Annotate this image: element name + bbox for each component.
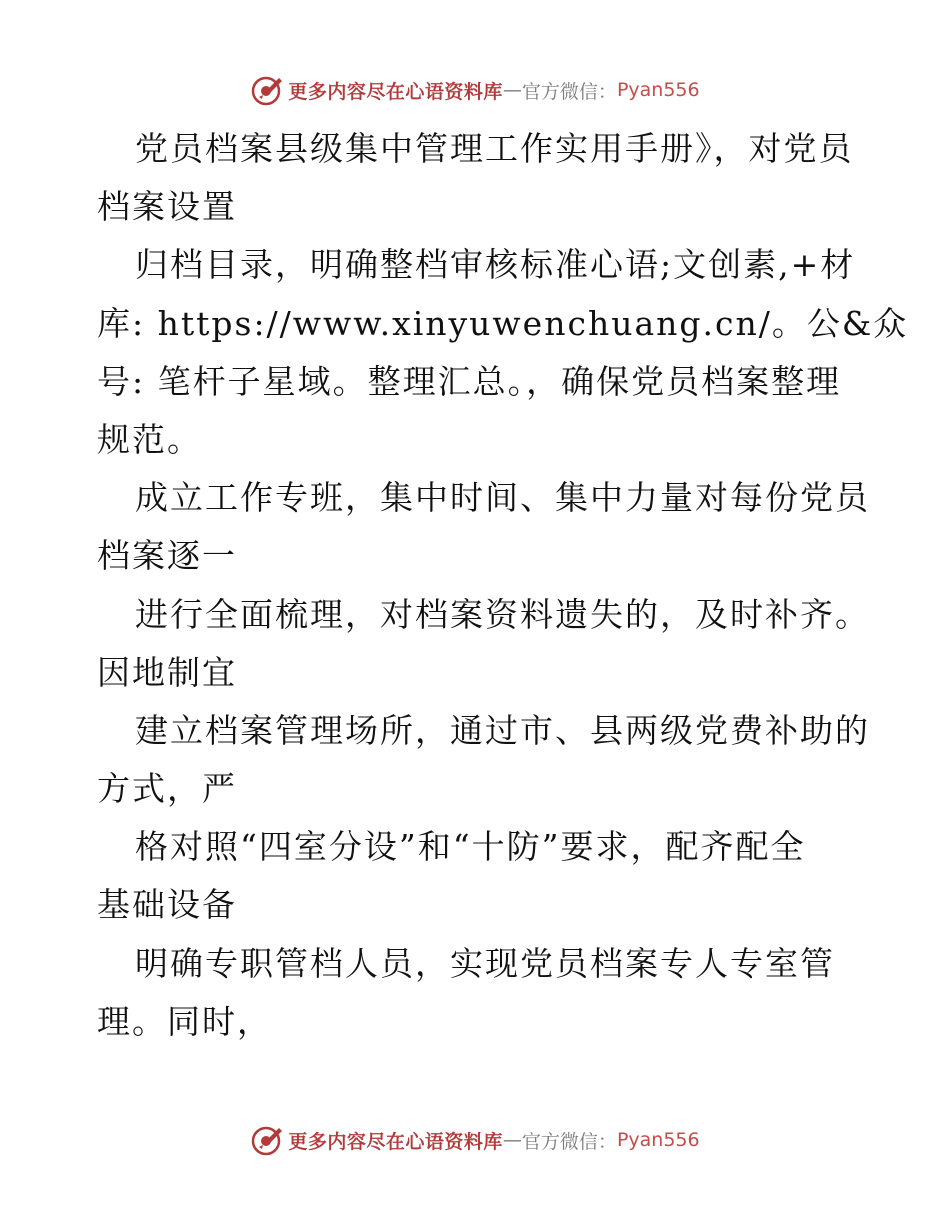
body-line: 进行全面梳理，对档案资料遗失的，及时补齐。 xyxy=(135,594,870,634)
footer-watermark xyxy=(0,1120,950,1160)
footer-main-text: 更多内容尽在心语资料库 xyxy=(288,1130,503,1153)
body-line: 规范。 xyxy=(97,419,202,459)
pen-logo-icon xyxy=(250,1123,284,1157)
body-line: 档案逐一 xyxy=(97,536,237,576)
body-line: 成立工作专班，集中时间、集中力量对每份党员 xyxy=(135,478,870,518)
footer-wechat-label: 官方微信： xyxy=(521,1130,617,1153)
body-line: 方式，严 xyxy=(97,769,237,809)
header-watermark xyxy=(0,70,950,110)
document-body xyxy=(97,120,909,1051)
body-line: 格对照“四室分设”和“十防”要求，配齐配全 xyxy=(135,827,806,867)
body-line: 党员档案县级集中管理工作实用手册》，对党员 xyxy=(135,129,854,168)
body-line: 基础设备 xyxy=(97,885,237,925)
body-line: 号: 笔杆子星域。整理汇总。，确保党员档案整理 xyxy=(97,361,842,401)
footer-separator: — xyxy=(502,1129,522,1151)
header-separator: — xyxy=(502,79,522,101)
header-main-text: 更多内容尽在心语资料库 xyxy=(288,80,503,103)
body-line: 归档目录，明确整档审核标准心语;文创素,+材 xyxy=(135,245,856,285)
body-line: 因地制宜 xyxy=(97,652,237,692)
body-line: 库: https://www.xinyuwenchuang.cn/。公&众 xyxy=(97,303,909,343)
body-line: 明确专职管档人员，实现党员档案专人专室管 xyxy=(135,943,835,983)
header-wechat-id: Pyan556 xyxy=(616,79,700,101)
footer-wechat-id: Pyan556 xyxy=(616,1129,700,1151)
header-wechat-label: 官方微信： xyxy=(521,80,617,103)
body-line: 理。同时， xyxy=(97,1001,272,1041)
body-line: 建立档案管理场所，通过市、县两级党费补助的 xyxy=(135,710,870,750)
body-line: 档案设置 xyxy=(97,187,237,227)
pen-logo-icon xyxy=(250,73,284,107)
